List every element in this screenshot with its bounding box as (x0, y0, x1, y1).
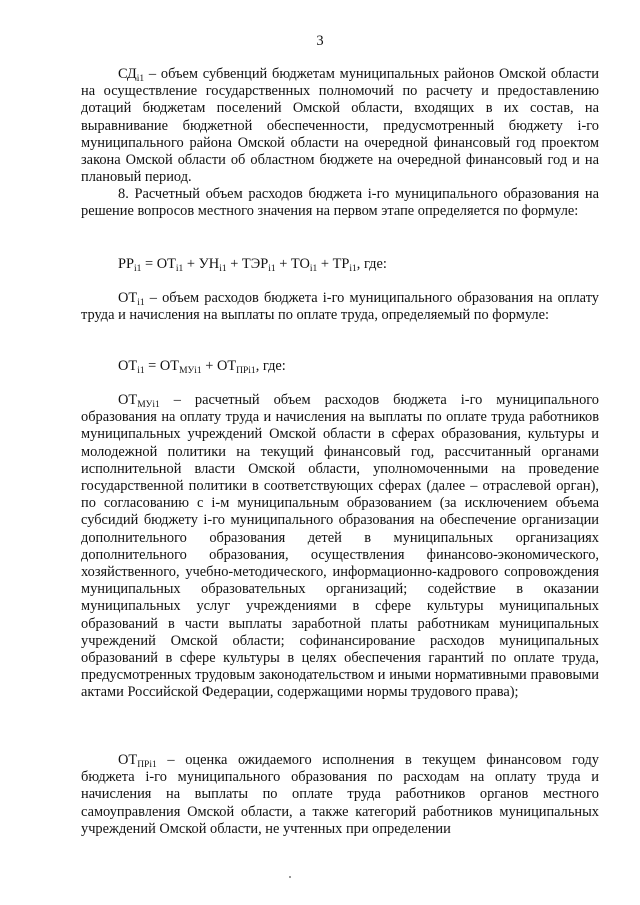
formula-subscript: i1 (134, 264, 142, 274)
formula-term: + ОТ (201, 358, 237, 374)
symbol-ot-subscript: i1 (137, 298, 145, 308)
formula-term: = ОТ (144, 358, 180, 374)
formula-term: РР (118, 256, 135, 272)
paragraph-otpr-text: – оценка ожидаемого исполнения в текущем финансовом году бюджета i-го муниципального образования по расходам на оплату труда и начисления на выплаты по оплате труда работников органов местного самоуправления Омской области, а также категорий работников муниципальных учреждений Омской области, не учтенных при определении (81, 752, 599, 837)
symbol-ot: ОТ (118, 290, 138, 306)
symbol-otpr-subscript: ПРi1 (137, 760, 157, 770)
formula-subscript: i1 (268, 264, 276, 274)
paragraph-ot-text: – объем расходов бюджета i-го муниципального образования на оплату труда и начисления на выплаты по оплате труда, определяемый по формуле: (81, 290, 599, 324)
formula-term: = ОТ (141, 256, 176, 272)
formula-subscript: i1 (309, 264, 318, 274)
page-number: 3 (316, 33, 324, 49)
formula-subscript: i1 (137, 366, 145, 376)
formula-tail: , где: (255, 358, 286, 374)
formula-term: + ТО (275, 256, 310, 272)
formula-subscript: ПРi1 (236, 366, 256, 376)
formula-term: + ТР (317, 256, 350, 272)
symbol-sd: СД (118, 66, 137, 82)
paragraph-sd-text: – объем субвенций бюджетам муниципальных районов Омской области на осуществление государственных полномочий по расчету и предоставлению дотаций бюджетам поселений Омской области, входящих в их состав, на выравнивание бюджетной обеспеченности, предусмотренный бюджету i-го муниципального района Омской области на очередной финансовый год проектом закона Омской области об областном бюджете на очередной финансовый год и на плановый период. (81, 66, 599, 186)
symbol-otmu-subscript: МУi1 (137, 400, 160, 410)
formula-subscript: i1 (175, 264, 184, 274)
formula-rr (118, 256, 387, 273)
formula-subscript: МУi1 (179, 366, 202, 376)
paragraph-otmu-text: – расчетный объем расходов бюджета i-го муниципального образования на оплату труда и начисления на выплаты по оплате труда работников муниципальных учреждений Омской области в сферах образования, культуры и молодежной политики на текущий финансовый год, рассчитанный органами исполнительной власти Омской области, уполномоченными на проведение государственной политики в соответствующих сферах (далее – отраслевой орган), по согласованию с i-м муниципальным образованием (за исключением объема субсидий бюджету i-го муниципального образования на обеспечение организации дополнительного образования детей в муниципальных организациях дополнительного образования, осуществления финансово-экономического, хозяйственного, учебно-методического, информационно-кадрового сопровождения муниципальных образовательных организаций; содействие в оказании муниципальных услуг учреждениями в сфере культуры муниципальных образований в части выплаты заработной платы работникам муниципальных учреждений Омской области; софинансирование расходов муниципальных образований в сфере культуры в целях обеспечения гарантий по оплате труда, предусмотренных трудовым законодательством и иными нормативными правовыми актами Российской Федерации, содержащими нормы трудового права); (81, 392, 599, 701)
paragraph-otmu-definition (81, 392, 599, 702)
formula-term: + ТЭР (226, 256, 269, 272)
paragraph-item-8: 8. Расчетный объем расходов бюджета i-го муниципального образования на решение вопросов местного значения на первом этапе определяется по формуле: (81, 186, 599, 220)
formula-ot (118, 358, 286, 375)
paragraph-sd-definition (81, 66, 599, 186)
paragraph-ot-definition (81, 290, 599, 324)
scan-speck (289, 876, 291, 878)
symbol-otmu: ОТ (118, 392, 138, 408)
paragraph-otpr-definition (81, 752, 599, 838)
symbol-otpr: ОТ (118, 752, 138, 768)
formula-subscript: i1 (349, 264, 357, 274)
formula-subscript: i1 (219, 264, 227, 274)
formula-term: + УН (183, 256, 220, 272)
symbol-sd-subscript: i1 (136, 74, 145, 84)
formula-term: ОТ (118, 358, 138, 374)
formula-tail: , где: (356, 256, 387, 272)
